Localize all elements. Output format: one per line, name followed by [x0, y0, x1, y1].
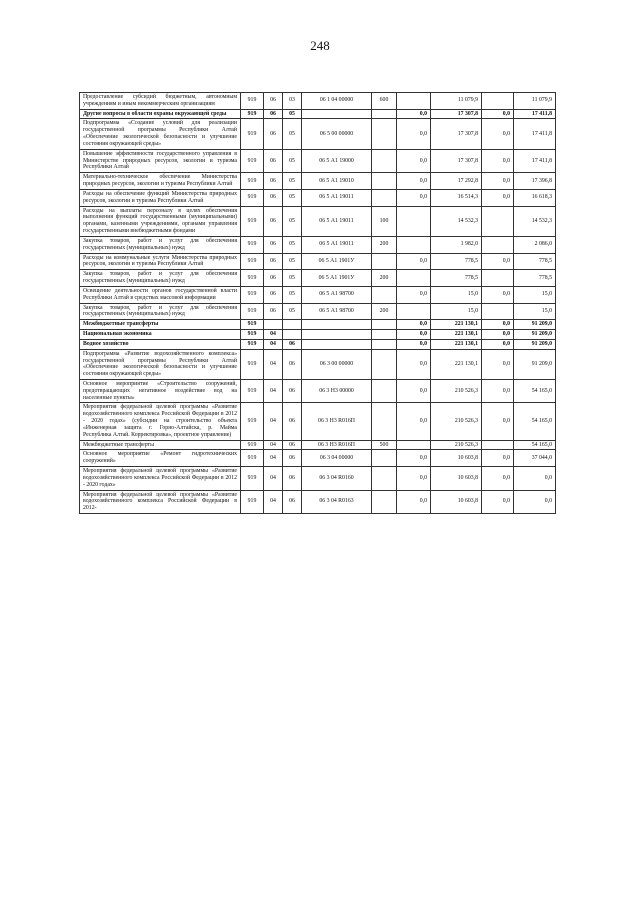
row-name: Закупка товаров, работ и услуг для обеспечения государственных (муниципальных) нужд [80, 236, 241, 253]
code-subsection: 06 [283, 349, 302, 379]
value-col-1 [397, 93, 431, 110]
code-target: 06 3 04 R0160 [302, 467, 372, 490]
code-section: 06 [264, 93, 283, 110]
value-col-1: 0,0 [397, 339, 431, 349]
code-section: 06 [264, 206, 283, 236]
code-target [302, 320, 372, 330]
code-target [302, 109, 372, 119]
table-row [80, 450, 556, 467]
value-col-4: 15,0 [514, 303, 556, 320]
code-expense-type [372, 173, 397, 190]
page-number: 248 [310, 38, 330, 53]
table-row [80, 467, 556, 490]
code-target: 06 3 Н3 R016П [302, 440, 372, 450]
value-col-4: 91 209,0 [514, 330, 556, 340]
row-name: Закупка товаров, работ и услуг для обеспечения государственных (муниципальных) нужд [80, 303, 241, 320]
value-col-4: 11 079,9 [514, 93, 556, 110]
value-col-2: 14 532,3 [431, 206, 482, 236]
table-row [80, 379, 556, 402]
row-name: Межбюджетные трансферты [80, 320, 241, 330]
value-col-1: 0,0 [397, 379, 431, 402]
code-ministry: 919 [241, 403, 264, 440]
row-name: Мероприятия федеральной целевой программы «Развитие водохозяйственного комплекса Российской Федерации в 2012 - 2020 годах» (субсидии на строительство объекта «Инженерная защита г. Горно-Алтайска, р. Майма Республика Алтай. Корректировка», проектное управление) [80, 403, 241, 440]
value-col-3 [482, 206, 514, 236]
code-expense-type [372, 349, 397, 379]
value-col-2: 221 130,1 [431, 349, 482, 379]
value-col-2: 11 079,9 [431, 93, 482, 110]
value-col-1: 0,0 [397, 403, 431, 440]
row-name: Повышение эффективности государственного управления в Министерстве природных ресурсов, экологии и туризма Республики Алтай [80, 149, 241, 172]
code-section: 04 [264, 330, 283, 340]
code-section: 06 [264, 270, 283, 287]
value-col-3: 0,0 [482, 490, 514, 513]
table-row [80, 119, 556, 149]
table-row [80, 403, 556, 440]
code-subsection: 06 [283, 450, 302, 467]
value-col-3: 0,0 [482, 467, 514, 490]
code-section: 04 [264, 379, 283, 402]
value-col-3 [482, 303, 514, 320]
value-col-4: 14 532,3 [514, 206, 556, 236]
value-col-2: 778,5 [431, 253, 482, 270]
code-ministry: 919 [241, 189, 264, 206]
code-target: 06 3 Н3 R016П [302, 403, 372, 440]
value-col-3 [482, 236, 514, 253]
value-col-4: 17 396,8 [514, 173, 556, 190]
code-target: 06 5 А1 19011 [302, 189, 372, 206]
code-target: 06 1 04 00000 [302, 93, 372, 110]
code-expense-type: 100 [372, 206, 397, 236]
table-row [80, 349, 556, 379]
code-subsection: 03 [283, 93, 302, 110]
table-row [80, 173, 556, 190]
code-expense-type [372, 109, 397, 119]
row-name: Мероприятия федеральной целевой программы «Развитие водохозяйственного комплекса Российской Федерации в 2012- [80, 490, 241, 513]
value-col-3: 0,0 [482, 149, 514, 172]
value-col-2: 1 982,0 [431, 236, 482, 253]
value-col-1: 0,0 [397, 490, 431, 513]
value-col-3: 0,0 [482, 253, 514, 270]
table-row [80, 109, 556, 119]
table-row [80, 320, 556, 330]
value-col-3 [482, 93, 514, 110]
code-ministry: 919 [241, 119, 264, 149]
code-ministry: 919 [241, 330, 264, 340]
row-name: Расходы на выплаты персоналу в целях обеспечения выполнения функций государственными (муниципальными) органами, казенными учреждениями, органами управления государственными внебюджетными фондами [80, 206, 241, 236]
row-name: Материально-техническое обеспечение Министерства природных ресурсов, экологии и туризма Республики Алтай [80, 173, 241, 190]
value-col-2: 15,0 [431, 286, 482, 303]
value-col-3: 0,0 [482, 349, 514, 379]
code-ministry: 919 [241, 236, 264, 253]
value-col-1 [397, 440, 431, 450]
table-row [80, 189, 556, 206]
code-expense-type [372, 320, 397, 330]
code-section: 06 [264, 286, 283, 303]
value-col-1: 0,0 [397, 119, 431, 149]
value-col-4: 17 411,8 [514, 109, 556, 119]
table-row [80, 93, 556, 110]
value-col-2: 778,5 [431, 270, 482, 287]
code-expense-type: 500 [372, 440, 397, 450]
value-col-2: 16 514,3 [431, 189, 482, 206]
code-ministry: 919 [241, 490, 264, 513]
value-col-4: 54 165,0 [514, 379, 556, 402]
code-subsection: 06 [283, 467, 302, 490]
code-target: 06 5 А1 98700 [302, 303, 372, 320]
code-subsection: 06 [283, 490, 302, 513]
code-expense-type [372, 286, 397, 303]
value-col-3: 0,0 [482, 450, 514, 467]
code-subsection [283, 330, 302, 340]
value-col-2: 17 307,8 [431, 109, 482, 119]
value-col-4: 0,0 [514, 490, 556, 513]
code-ministry: 919 [241, 467, 264, 490]
table-row [80, 339, 556, 349]
code-expense-type [372, 119, 397, 149]
value-col-4: 91 209,0 [514, 349, 556, 379]
code-target: 06 5 А1 19011 [302, 206, 372, 236]
value-col-3: 0,0 [482, 119, 514, 149]
value-col-1: 0,0 [397, 320, 431, 330]
value-col-4: 54 165,0 [514, 403, 556, 440]
value-col-4: 778,5 [514, 270, 556, 287]
value-col-2: 17 307,8 [431, 119, 482, 149]
budget-table [79, 92, 556, 514]
value-col-2: 10 603,8 [431, 467, 482, 490]
code-subsection: 05 [283, 206, 302, 236]
code-ministry: 919 [241, 109, 264, 119]
table-row [80, 149, 556, 172]
value-col-1 [397, 270, 431, 287]
row-name: Основное мероприятие «Ремонт гидротехнических сооружений» [80, 450, 241, 467]
value-col-3: 0,0 [482, 339, 514, 349]
code-target: 06 5 А1 19011 [302, 236, 372, 253]
value-col-1: 0,0 [397, 109, 431, 119]
code-expense-type [372, 467, 397, 490]
value-col-3: 0,0 [482, 403, 514, 440]
value-col-4: 15,0 [514, 286, 556, 303]
value-col-4: 37 044,0 [514, 450, 556, 467]
code-expense-type [372, 339, 397, 349]
code-expense-type: 200 [372, 303, 397, 320]
value-col-1: 0,0 [397, 189, 431, 206]
value-col-1: 0,0 [397, 450, 431, 467]
code-expense-type: 200 [372, 236, 397, 253]
value-col-3: 0,0 [482, 379, 514, 402]
code-target: 06 3 04 R0163 [302, 490, 372, 513]
row-name: Закупка товаров, работ и услуг для обеспечения государственных (муниципальных) нужд [80, 270, 241, 287]
code-expense-type [372, 189, 397, 206]
code-subsection [283, 320, 302, 330]
value-col-3: 0,0 [482, 189, 514, 206]
table-row [80, 206, 556, 236]
code-expense-type [372, 330, 397, 340]
code-subsection: 06 [283, 339, 302, 349]
code-subsection: 05 [283, 253, 302, 270]
code-subsection: 06 [283, 440, 302, 450]
code-section: 06 [264, 149, 283, 172]
value-col-3: 0,0 [482, 320, 514, 330]
row-name: Подпрограмма «Развитие водохозяйственного комплекса» государственной программы Республики Алтай «Обеспечение экологической безопасности и улучшение состояния окружающей среды» [80, 349, 241, 379]
value-col-2: 17 307,8 [431, 149, 482, 172]
code-expense-type [372, 379, 397, 402]
code-section: 06 [264, 119, 283, 149]
value-col-1: 0,0 [397, 253, 431, 270]
code-ministry: 919 [241, 149, 264, 172]
code-ministry: 919 [241, 173, 264, 190]
row-name: Межбюджетные трансферты [80, 440, 241, 450]
code-expense-type [372, 253, 397, 270]
code-target: 06 3 00 00000 [302, 349, 372, 379]
value-col-4: 17 411,8 [514, 149, 556, 172]
code-section: 06 [264, 236, 283, 253]
code-subsection: 05 [283, 236, 302, 253]
code-subsection: 05 [283, 149, 302, 172]
value-col-2: 17 292,8 [431, 173, 482, 190]
code-section: 04 [264, 490, 283, 513]
code-ministry: 919 [241, 206, 264, 236]
row-name: Подпрограмма «Создание условий для реализации государственной программы Республики Алтай «Обеспечение экологической безопасности и улучшение состояния окружающей среды» [80, 119, 241, 149]
code-ministry: 919 [241, 379, 264, 402]
code-expense-type [372, 403, 397, 440]
code-section: 06 [264, 303, 283, 320]
value-col-1 [397, 206, 431, 236]
value-col-3 [482, 270, 514, 287]
value-col-4: 91 209,0 [514, 320, 556, 330]
code-target: 06 3 Н3 00000 [302, 379, 372, 402]
value-col-2: 10 603,8 [431, 490, 482, 513]
value-col-3: 0,0 [482, 109, 514, 119]
value-col-2: 221 130,1 [431, 320, 482, 330]
value-col-3: 0,0 [482, 330, 514, 340]
code-expense-type: 600 [372, 93, 397, 110]
code-target: 06 5 А1 1901У [302, 253, 372, 270]
row-name: Национальная экономика [80, 330, 241, 340]
code-ministry: 919 [241, 93, 264, 110]
value-col-4: 16 618,3 [514, 189, 556, 206]
row-name: Расходы на обеспечение функций Министерства природных ресурсов, экологии и туризма Республики Алтай [80, 189, 241, 206]
code-subsection: 05 [283, 270, 302, 287]
code-section: 06 [264, 189, 283, 206]
code-section: 04 [264, 403, 283, 440]
table-row [80, 490, 556, 513]
code-section: 04 [264, 467, 283, 490]
row-name: Предоставление субсидий бюджетным, автономным учреждениям и иным некоммерческим организациям [80, 93, 241, 110]
code-ministry: 919 [241, 440, 264, 450]
code-ministry: 919 [241, 270, 264, 287]
value-col-1: 0,0 [397, 149, 431, 172]
code-target: 06 5 А1 1901У [302, 270, 372, 287]
value-col-3: 0,0 [482, 286, 514, 303]
value-col-4: 2 086,0 [514, 236, 556, 253]
code-subsection: 05 [283, 189, 302, 206]
code-ministry: 919 [241, 349, 264, 379]
table-row [80, 236, 556, 253]
row-name: Расходы на коммунальные услуги Министерства природных ресурсов, экологии и туризма Республики Алтай [80, 253, 241, 270]
code-expense-type [372, 490, 397, 513]
code-target [302, 330, 372, 340]
code-ministry: 919 [241, 339, 264, 349]
code-expense-type [372, 149, 397, 172]
code-target: 06 5 А1 19000 [302, 149, 372, 172]
code-section: 04 [264, 349, 283, 379]
value-col-4: 0,0 [514, 467, 556, 490]
code-ministry: 919 [241, 320, 264, 330]
code-ministry: 919 [241, 450, 264, 467]
table-row [80, 330, 556, 340]
code-expense-type: 200 [372, 270, 397, 287]
code-section: 06 [264, 253, 283, 270]
code-subsection: 05 [283, 173, 302, 190]
value-col-2: 210 526,3 [431, 379, 482, 402]
value-col-1: 0,0 [397, 349, 431, 379]
value-col-2: 221 130,1 [431, 330, 482, 340]
code-target: 06 5 00 00000 [302, 119, 372, 149]
code-section: 04 [264, 450, 283, 467]
code-section: 04 [264, 440, 283, 450]
row-name: Водное хозяйство [80, 339, 241, 349]
row-name: Основное мероприятие «Строительство сооружений, предотвращающих негативное воздействие вод на населенные пункты» [80, 379, 241, 402]
code-target [302, 339, 372, 349]
row-name: Мероприятия федеральной целевой программы «Развитие водохозяйственного комплекса Российской Федерации в 2012 - 2020 годах» [80, 467, 241, 490]
row-name: Другие вопросы в области охраны окружающей среды [80, 109, 241, 119]
code-ministry: 919 [241, 286, 264, 303]
table-row [80, 286, 556, 303]
value-col-1 [397, 236, 431, 253]
code-subsection: 05 [283, 286, 302, 303]
code-ministry: 919 [241, 253, 264, 270]
code-section: 06 [264, 173, 283, 190]
value-col-1: 0,0 [397, 330, 431, 340]
value-col-1 [397, 303, 431, 320]
value-col-2: 15,0 [431, 303, 482, 320]
table-row [80, 253, 556, 270]
value-col-3: 0,0 [482, 173, 514, 190]
code-subsection: 05 [283, 303, 302, 320]
value-col-4: 778,5 [514, 253, 556, 270]
code-target: 06 5 А1 19010 [302, 173, 372, 190]
table-row [80, 270, 556, 287]
value-col-1: 0,0 [397, 467, 431, 490]
value-col-1: 0,0 [397, 173, 431, 190]
value-col-4: 17 411,8 [514, 119, 556, 149]
code-subsection: 05 [283, 109, 302, 119]
code-subsection: 06 [283, 403, 302, 440]
code-section: 06 [264, 109, 283, 119]
table-row [80, 303, 556, 320]
code-subsection: 06 [283, 379, 302, 402]
code-section: 04 [264, 339, 283, 349]
table-row [80, 440, 556, 450]
value-col-2: 221 130,1 [431, 339, 482, 349]
value-col-2: 210 526,3 [431, 403, 482, 440]
value-col-1: 0,0 [397, 286, 431, 303]
code-ministry: 919 [241, 303, 264, 320]
value-col-3 [482, 440, 514, 450]
code-target: 06 3 04 00000 [302, 450, 372, 467]
value-col-2: 210 526,3 [431, 440, 482, 450]
code-expense-type [372, 450, 397, 467]
value-col-4: 54 165,0 [514, 440, 556, 450]
code-target: 06 5 А1 98700 [302, 286, 372, 303]
value-col-2: 10 603,8 [431, 450, 482, 467]
code-section [264, 320, 283, 330]
row-name: Освещение деятельности органов государственной власти Республики Алтай в средствах массовой информации [80, 286, 241, 303]
value-col-4: 91 209,0 [514, 339, 556, 349]
code-subsection: 05 [283, 119, 302, 149]
